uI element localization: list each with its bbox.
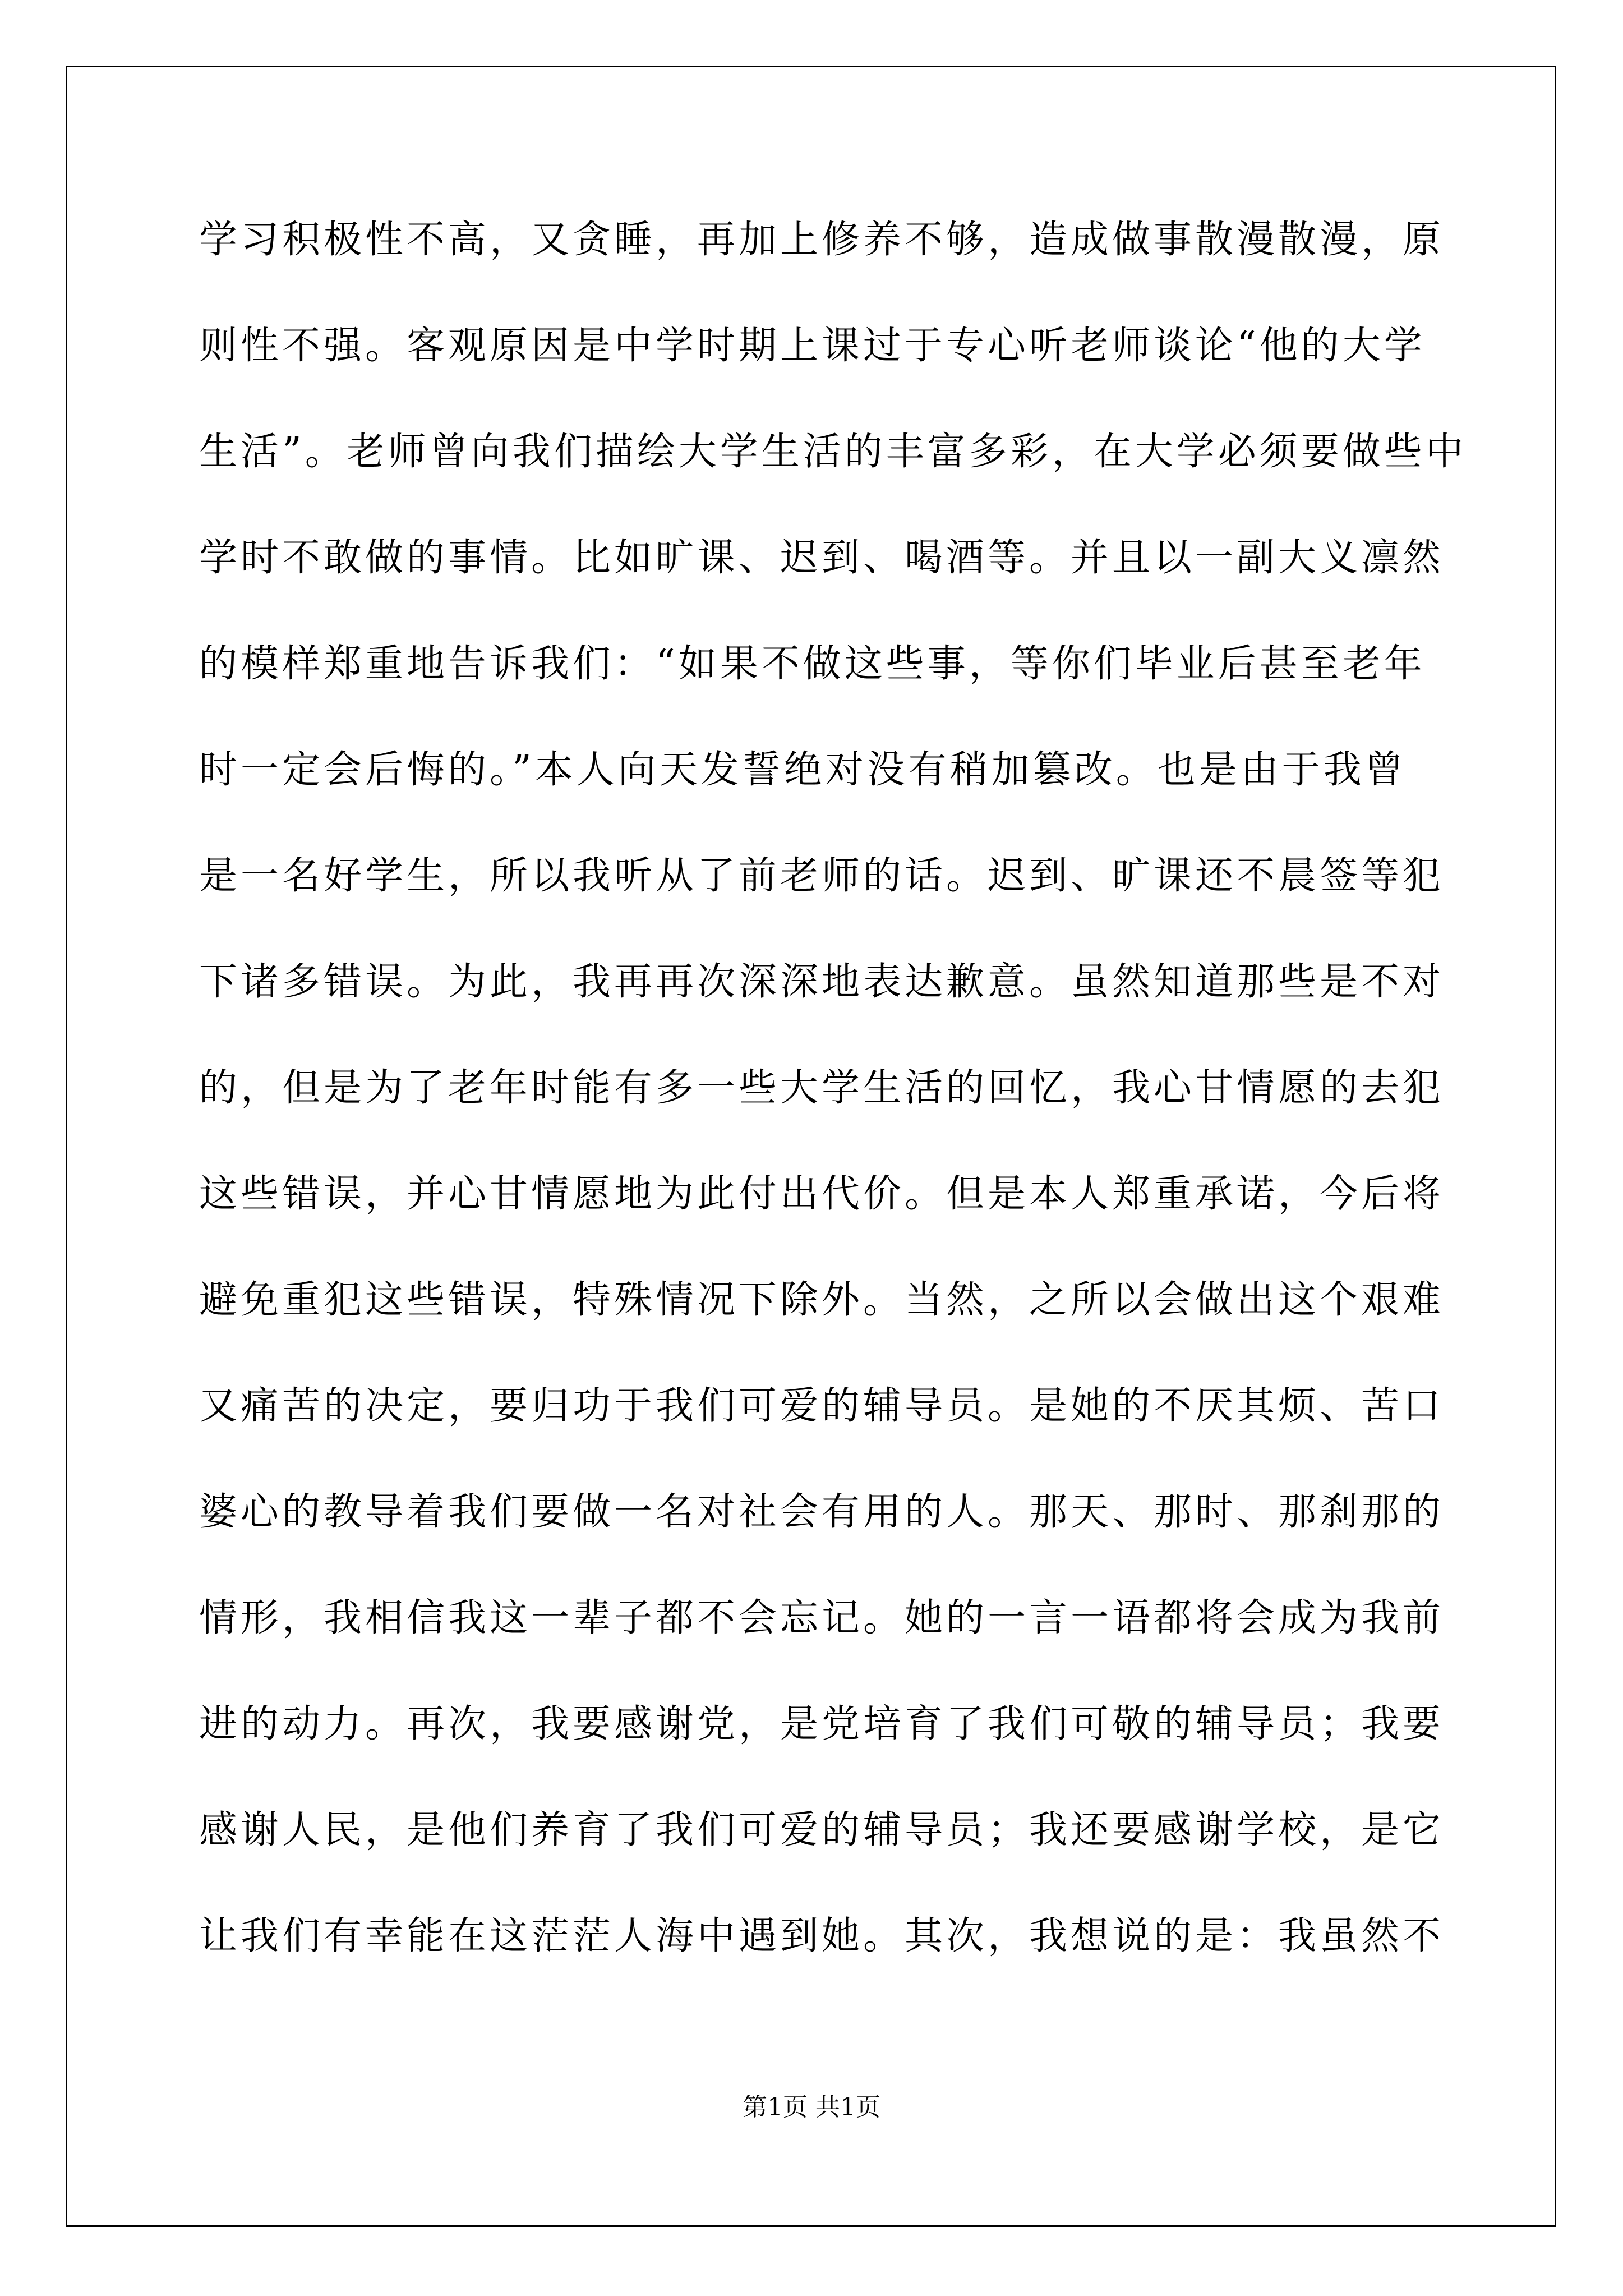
text-line: 感谢人民，是他们养育了我们可爱的辅导员；我还要感谢学校，是它 <box>199 1808 1445 1852</box>
text-line: 学习积极性不高，又贪睡，再加上修养不够，造成做事散漫散漫，原 <box>199 218 1445 262</box>
text-line: 时一定会后悔的。”本人向天发誓绝对没有稍加篡改。也是由于我曾 <box>199 748 1407 792</box>
text-line: 婆心的教导着我们要做一名对社会有用的人。那天、那时、那刹那的 <box>199 1490 1445 1534</box>
text-line: 的模样郑重地告诉我们：“如果不做这些事，等你们毕业后甚至老年 <box>199 642 1426 686</box>
text-line: 这些错误，并心甘情愿地为此付出代价。但是本人郑重承诺，今后将 <box>199 1172 1445 1216</box>
page-number-footer: 第1页 共1页 <box>743 2093 880 2122</box>
text-line: 避免重犯这些错误，特殊情况下除外。当然，之所以会做出这个艰难 <box>199 1278 1445 1322</box>
text-line: 又痛苦的决定，要归功于我们可爱的辅导员。是她的不厌其烦、苦口 <box>199 1384 1445 1428</box>
document-body <box>199 213 1467 2016</box>
text-line: 学时不敢做的事情。比如旷课、迟到、喝酒等。并且以一副大义凛然 <box>199 536 1445 580</box>
text-line: 生活”。老师曾向我们描绘大学生活的丰富多彩，在大学必须要做些中 <box>199 430 1467 474</box>
text-line: 的，但是为了老年时能有多一些大学生活的回忆，我心甘情愿的去犯 <box>199 1066 1445 1110</box>
text-line: 下诸多错误。为此，我再再次深深地表达歉意。虽然知道那些是不对 <box>199 960 1445 1004</box>
text-line: 进的动力。再次，我要感谢党，是党培育了我们可敬的辅导员；我要 <box>199 1702 1445 1746</box>
text-line: 情形，我相信我这一辈子都不会忘记。她的一言一语都将会成为我前 <box>199 1596 1445 1640</box>
text-line: 是一名好学生，所以我听从了前老师的话。迟到、旷课还不晨签等犯 <box>199 854 1445 898</box>
text-line: 则性不强。客观原因是中学时期上课过于专心听老师谈论“他的大学 <box>199 324 1426 368</box>
text-line: 让我们有幸能在这茫茫人海中遇到她。其次，我想说的是：我虽然不 <box>199 1914 1445 1958</box>
